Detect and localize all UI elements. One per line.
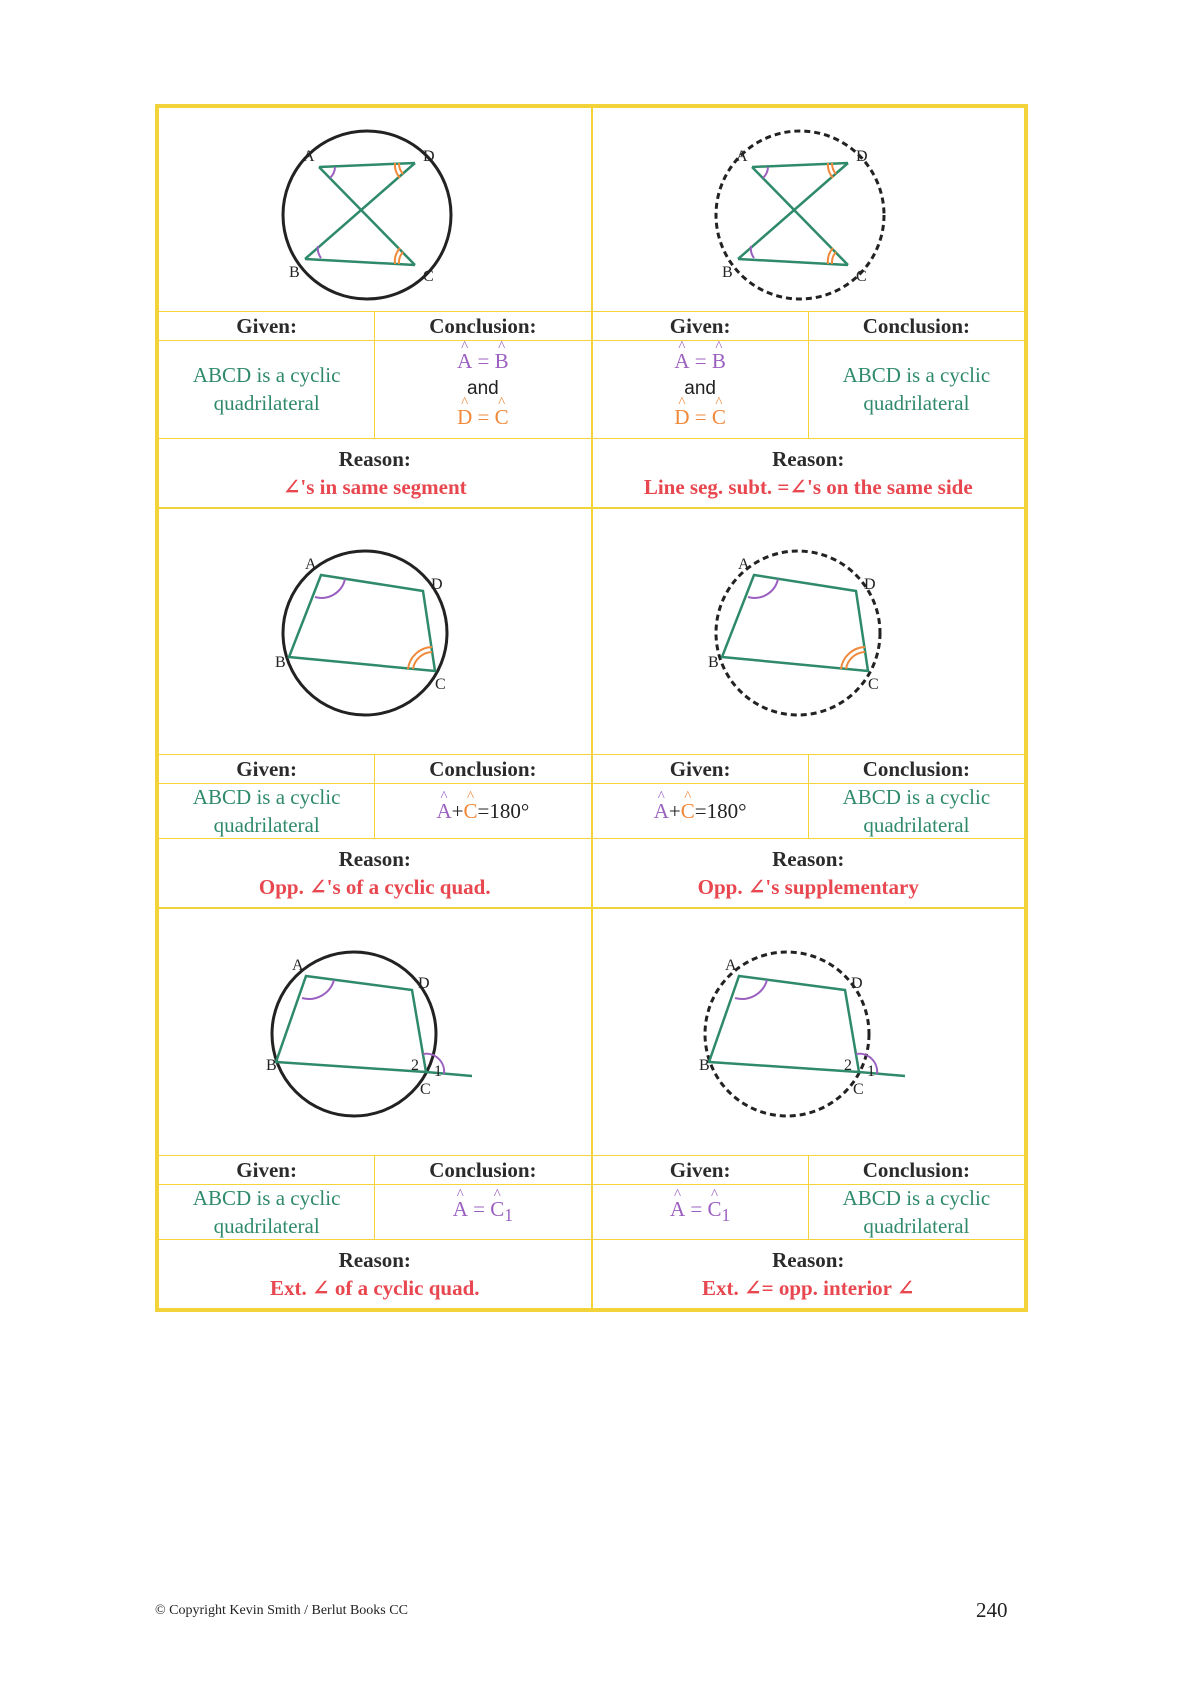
diagram-cyclic-quad-dashed bbox=[593, 509, 1025, 755]
label-a: A bbox=[738, 556, 750, 574]
given-text bbox=[159, 341, 375, 438]
reason-heading: Reason: bbox=[772, 446, 845, 471]
cyclic-line-2: quadrilateral bbox=[863, 813, 970, 838]
label-b: B bbox=[722, 264, 733, 282]
label-a: A bbox=[725, 957, 737, 975]
reason-heading: Reason: bbox=[772, 1247, 845, 1272]
conclusion-heading: Conclusion: bbox=[429, 1157, 537, 1182]
label-c: C bbox=[856, 268, 867, 286]
conclusion-text bbox=[809, 1185, 1024, 1239]
and-text: and bbox=[684, 378, 716, 400]
card-opposite-angles bbox=[158, 508, 592, 909]
card-line-seg-subtends bbox=[592, 107, 1026, 508]
and-text: and bbox=[467, 378, 499, 400]
circle-figure-dashed bbox=[699, 940, 913, 1124]
reason-text: Opp. ∠'s of a cyclic quad. bbox=[258, 875, 491, 900]
label-a: A bbox=[302, 148, 315, 166]
label-b: B bbox=[265, 1057, 277, 1075]
given-text bbox=[159, 1185, 375, 1239]
reason-block bbox=[593, 439, 1025, 507]
label-c: C bbox=[868, 676, 879, 694]
reason-block bbox=[593, 839, 1025, 907]
label-a: A bbox=[304, 556, 317, 574]
given-heading: Given: bbox=[159, 755, 375, 783]
label-d: D bbox=[430, 576, 443, 594]
page-number: 240 bbox=[976, 1598, 1008, 1622]
conclusion-heading: Conclusion: bbox=[429, 757, 537, 782]
circle-figure-dashed bbox=[708, 109, 908, 309]
cyclic-line-2: quadrilateral bbox=[863, 391, 970, 416]
reason-text: Opp. ∠'s supplementary bbox=[697, 875, 919, 900]
diagram-exterior-angle-dashed bbox=[593, 909, 1025, 1155]
copyright-footer: © Copyright Kevin Smith / Berlut Books CC bbox=[155, 1603, 408, 1618]
reason-heading: Reason: bbox=[338, 847, 411, 872]
given-text bbox=[593, 784, 809, 838]
circle-figure-dashed bbox=[708, 539, 908, 723]
card-exterior-angle bbox=[158, 908, 592, 1309]
reason-text: Ext. ∠= opp. interior ∠ bbox=[702, 1275, 915, 1300]
circle-figure bbox=[265, 940, 480, 1124]
cyclic-line-2: quadrilateral bbox=[863, 1213, 970, 1238]
eq-a-plus-c-180: ^ A+^ C=180° bbox=[436, 797, 529, 825]
eq-a-equals-b: ^ A = ^ B bbox=[674, 347, 726, 375]
eq-a-equals-b: ^ A = ^ B bbox=[457, 347, 509, 375]
cyclic-line-1: ABCD is a cyclic bbox=[842, 1185, 991, 1210]
label-b: B bbox=[708, 654, 719, 672]
label-angle-2: 2 bbox=[844, 1057, 853, 1075]
given-heading: Given: bbox=[159, 312, 375, 340]
reason-block bbox=[159, 839, 591, 907]
cyclic-line-2: quadrilateral bbox=[213, 391, 320, 416]
cyclic-line-2: quadrilateral bbox=[213, 1213, 320, 1238]
given-text bbox=[159, 784, 375, 838]
label-d: D bbox=[856, 148, 868, 166]
card-exterior-equals-interior bbox=[592, 908, 1026, 1309]
label-c: C bbox=[419, 1081, 431, 1099]
label-b: B bbox=[274, 654, 286, 672]
reason-text: Line seg. subt. =∠'s on the same side bbox=[643, 474, 973, 499]
given-heading: Given: bbox=[593, 1156, 809, 1184]
cyclic-line-1: ABCD is a cyclic bbox=[192, 363, 341, 388]
conclusion-text bbox=[375, 784, 590, 838]
diagram-cyclic-quad bbox=[159, 509, 591, 755]
label-c: C bbox=[434, 676, 446, 694]
label-d: D bbox=[851, 975, 863, 993]
label-angle-1: 1 bbox=[867, 1063, 876, 1081]
eq-d-equals-c: ^ D = ^ C bbox=[674, 403, 726, 431]
label-d: D bbox=[417, 975, 430, 993]
label-a: A bbox=[736, 148, 748, 166]
cyclic-line-1: ABCD is a cyclic bbox=[842, 785, 991, 810]
conclusion-heading: Conclusion: bbox=[862, 1157, 971, 1182]
reason-text: Ext. ∠ of a cyclic quad. bbox=[269, 1275, 480, 1300]
eq-a-equals-c1: ^ A = ^ $C_1$ bbox=[453, 1195, 513, 1229]
diagram-crossed-chords-dashed bbox=[593, 108, 1025, 311]
reason-heading: Reason: bbox=[772, 847, 845, 872]
given-heading: Given: bbox=[159, 1156, 375, 1184]
diagram-crossed-chords bbox=[159, 108, 591, 311]
label-c: C bbox=[422, 268, 434, 286]
given-heading: Given: bbox=[593, 755, 809, 783]
given-heading: Given: bbox=[593, 312, 809, 340]
conclusion-heading: Conclusion: bbox=[429, 313, 537, 338]
conclusion-text bbox=[809, 784, 1024, 838]
circle-figure bbox=[275, 109, 475, 309]
cyclic-line-1: ABCD is a cyclic bbox=[192, 785, 341, 810]
eq-d-equals-c: ^ D = ^ C bbox=[457, 403, 509, 431]
label-a: A bbox=[291, 957, 304, 975]
circle-figure bbox=[275, 539, 475, 723]
reason-heading: Reason: bbox=[338, 446, 411, 471]
diagram-exterior-angle bbox=[159, 909, 591, 1155]
given-text bbox=[593, 1185, 809, 1239]
conclusion-text bbox=[375, 341, 590, 438]
reason-block bbox=[159, 1240, 591, 1308]
eq-a-equals-c1: ^ A = ^ $C_1$ bbox=[670, 1195, 730, 1229]
label-d: D bbox=[422, 148, 435, 166]
reason-block bbox=[159, 439, 591, 507]
label-d: D bbox=[864, 576, 876, 594]
conclusion-text bbox=[809, 341, 1024, 438]
label-angle-2: 2 bbox=[410, 1057, 419, 1075]
eq-a-plus-c-180: ^ A+^ C=180° bbox=[654, 797, 747, 825]
reason-text: ∠'s in same segment bbox=[282, 474, 467, 499]
cyclic-line-1: ABCD is a cyclic bbox=[192, 1185, 341, 1210]
label-b: B bbox=[699, 1057, 710, 1075]
reason-heading: Reason: bbox=[338, 1247, 411, 1272]
conclusion-heading: Conclusion: bbox=[862, 313, 971, 338]
cyclic-line-1: ABCD is a cyclic bbox=[842, 363, 991, 388]
label-c: C bbox=[853, 1081, 864, 1099]
card-opposite-supplementary bbox=[592, 508, 1026, 909]
theorem-grid bbox=[155, 104, 1028, 1312]
given-text bbox=[593, 341, 809, 438]
reason-block bbox=[593, 1240, 1025, 1308]
conclusion-heading: Conclusion: bbox=[862, 757, 971, 782]
label-angle-1: 1 bbox=[433, 1063, 442, 1081]
label-b: B bbox=[288, 264, 300, 282]
cyclic-line-2: quadrilateral bbox=[213, 813, 320, 838]
conclusion-text bbox=[375, 1185, 590, 1239]
card-angles-same-segment bbox=[158, 107, 592, 508]
